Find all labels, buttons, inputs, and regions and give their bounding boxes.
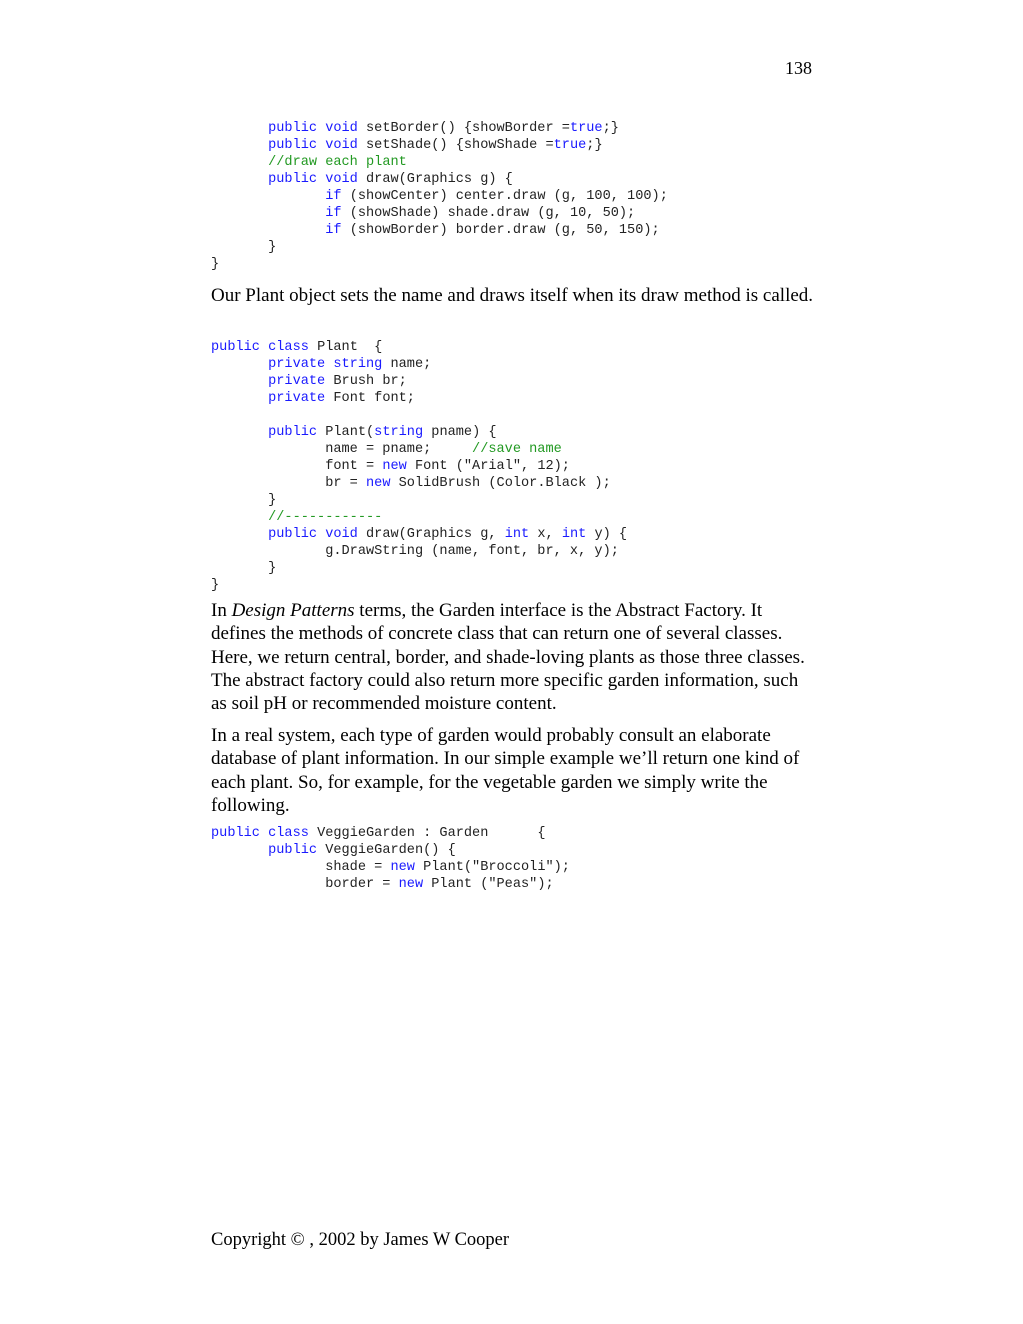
code-keyword: public [268,425,318,440]
code-line [211,560,627,577]
code-text: Font font; [325,391,415,406]
code-line [211,222,668,239]
code-keyword: int [561,527,587,542]
code-text [211,425,268,440]
code-text: Font ("Arial", 12); [406,459,570,474]
code-text: pname) { [423,425,497,440]
code-text: VeggieGarden() { [317,843,456,858]
code-keyword: public void [268,527,358,542]
code-keyword: private [268,374,326,389]
code-block-plant-class [211,339,627,594]
code-line [211,339,627,356]
code-line [211,842,570,859]
code-text: VeggieGarden : Garden { [308,826,546,841]
code-line [211,825,570,842]
code-comment: //save name [472,442,562,457]
book-title-italic: Design Patterns [231,600,355,621]
code-text [211,223,325,238]
code-text [211,121,268,136]
code-text: } [211,493,277,508]
code-text [211,138,268,153]
code-text: Plant("Broccoli"); [414,860,570,875]
paragraph-design-patterns-rest: terms, the Garden interface is the Abstract Factory. It defines the methods of concrete class that can return one of several classes. Here, we return central, border, and shade-loving plants as those three classes. The abstract factory could also return more specific garden information, such as soil pH or recommended moisture content. [211,600,805,715]
code-keyword: if [325,206,342,221]
code-line [211,441,627,458]
code-line [211,543,627,560]
code-text: draw(Graphics g, [357,527,505,542]
page-number: 138 [785,58,812,78]
code-line [211,876,570,893]
code-text: x, [529,527,562,542]
code-keyword: if [325,189,342,204]
code-text [211,374,268,389]
code-line [211,475,627,492]
code-text: setBorder() {showBorder = [357,121,570,136]
code-text [211,172,268,187]
code-text: border = [211,877,399,892]
code-line [211,390,627,407]
code-line [211,120,668,137]
code-text: setShade() {showShade = [357,138,554,153]
code-line [211,424,627,441]
code-keyword: public [268,843,318,858]
code-keyword: private [268,391,326,406]
code-line [211,205,668,222]
code-keyword: new [398,877,424,892]
code-block-veggie-garden [211,825,570,893]
code-text: } [211,257,220,272]
paragraph-design-patterns [211,599,816,715]
code-text [211,357,268,372]
code-keyword: public class [211,340,309,355]
code-text: (showCenter) center.draw (g, 100, 100); [341,189,668,204]
code-block-set-border-draw [211,120,668,273]
code-keyword: new [390,860,415,875]
code-text [211,843,268,858]
paragraph-plant-object: Our Plant object sets the name and draws itself when its draw method is called. [211,285,814,306]
code-text: name; [382,357,432,372]
code-keyword: true [553,138,587,153]
code-line [211,373,627,390]
code-text: Plant( [317,425,375,440]
code-comment: //draw each plant [268,155,407,170]
code-text: draw(Graphics g) { [357,172,513,187]
copyright-footer: Copyright © , 2002 by James W Cooper [211,1230,510,1250]
code-text: Plant { [308,340,383,355]
code-keyword: new [366,476,391,491]
code-keyword: if [325,223,342,238]
code-text: SolidBrush (Color.Black ); [390,476,611,491]
code-text [211,189,325,204]
code-line [211,256,668,273]
code-text: Plant ("Peas"); [423,877,554,892]
code-comment: //------------ [268,510,383,525]
code-line [211,239,668,256]
code-text: (showShade) shade.draw (g, 10, 50); [341,206,636,221]
code-text: g.DrawString (name, font, br, x, y); [211,544,619,559]
code-line [211,509,627,526]
paragraph-real-system: In a real system, each type of garden would probably consult an elaborate database of plant information. In our simple example we’ll return one kind of each plant. So, for example, for the vegetable garden we simply write the following. [211,725,800,816]
code-text: } [211,561,277,576]
code-text: } [211,240,277,255]
code-text [211,206,325,221]
code-line [211,407,627,424]
code-line [211,188,668,205]
code-line [211,137,668,154]
code-text [211,527,268,542]
code-keyword: public void [268,121,358,136]
code-line [211,356,627,373]
code-text: } [211,578,220,593]
code-line [211,171,668,188]
code-text [211,391,268,406]
code-text: font = [211,459,383,474]
code-keyword: public void [268,138,358,153]
code-line [211,577,627,594]
code-text: shade = [211,860,391,875]
code-keyword: int [504,527,530,542]
code-keyword: string [374,425,424,440]
code-text [211,155,268,170]
code-keyword: private string [268,357,383,372]
code-text: Brush br; [325,374,407,389]
code-text: name = pname; [211,442,473,457]
code-keyword: public void [268,172,358,187]
code-line [211,154,668,171]
code-line [211,492,627,509]
code-keyword: public class [211,826,309,841]
code-text: ;} [586,138,603,153]
code-keyword: true [569,121,603,136]
code-text [211,510,268,525]
code-line [211,458,627,475]
code-text: (showBorder) border.draw (g, 50, 150); [341,223,660,238]
code-text: y) { [586,527,628,542]
code-line [211,526,627,543]
paragraph-design-patterns-prefix: In [211,600,232,621]
code-line [211,859,570,876]
code-text: br = [211,476,366,491]
code-keyword: new [382,459,407,474]
code-text: ;} [602,121,619,136]
